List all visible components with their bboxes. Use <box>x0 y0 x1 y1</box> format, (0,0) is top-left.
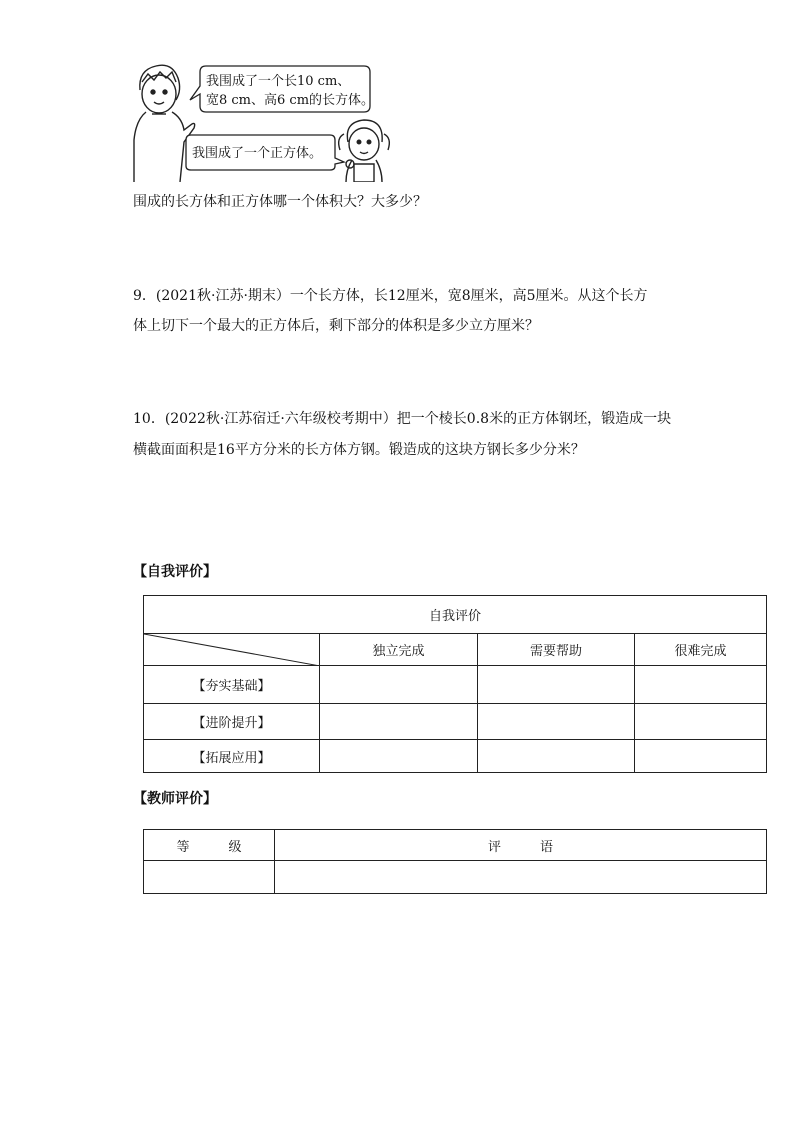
table-cell <box>320 704 478 740</box>
table-row <box>144 666 767 704</box>
q10-line2: 横截面面积是16平方分米的长方体方钢。锻造成的这块方钢长多少分米？ <box>133 442 585 458</box>
children-dialog-illustration <box>132 60 398 182</box>
table-cell <box>320 740 478 773</box>
q10-line1: 10．(2022秋·江苏宿迁·六年级校考期中）把一个棱长0.8米的正方体钢坯，锻造成一块 <box>133 411 672 427</box>
table-cell <box>635 666 767 704</box>
diagonal-line <box>144 634 320 666</box>
bubble-boy-line1: 我围成了一个长10 cm、 <box>206 74 351 89</box>
self-eval-table <box>143 595 767 773</box>
comment-header: 评 语 <box>275 830 767 861</box>
grade-header: 等 级 <box>144 830 275 861</box>
q9-line2: 体上切下一个最大的正方体后，剩下部分的体积是多少立方厘米？ <box>133 318 539 334</box>
column-header: 需要帮助 <box>478 634 635 666</box>
table-row <box>144 704 767 740</box>
table-cell <box>478 704 635 740</box>
row-label: 【进阶提升】 <box>144 704 320 740</box>
diagonal-header-cell <box>144 634 320 666</box>
table-cell <box>635 704 767 740</box>
table-cell <box>635 740 767 773</box>
teacher-eval-heading: 【教师评价】 <box>133 791 217 807</box>
self-eval-heading: 【自我评价】 <box>133 564 217 580</box>
bubble-boy-line2: 宽8 cm、高6 cm的长方体。 <box>206 93 375 108</box>
illustration <box>132 60 398 182</box>
comment-cell <box>275 861 767 894</box>
grade-cell <box>144 861 275 894</box>
self-eval-table-title: 自我评价 <box>144 596 767 634</box>
q8-question: 围成的长方体和正方体哪一个体积大？大多少？ <box>133 194 427 210</box>
q9-line1: 9．(2021秋·江苏·期末）一个长方体，长12厘米，宽8厘米，高5厘米。从这个长方 <box>133 288 648 304</box>
table-cell <box>478 666 635 704</box>
row-label: 【夯实基础】 <box>144 666 320 704</box>
girl-figure-icon <box>339 120 390 182</box>
table-cell <box>478 740 635 773</box>
column-header: 独立完成 <box>320 634 478 666</box>
row-label: 【拓展应用】 <box>144 740 320 773</box>
table-row <box>144 861 767 894</box>
table-row <box>144 740 767 773</box>
teacher-eval-table <box>143 829 767 894</box>
bubble-girl-text: 我围成了一个正方体。 <box>192 146 323 161</box>
column-header: 很难完成 <box>635 634 767 666</box>
table-cell <box>320 666 478 704</box>
